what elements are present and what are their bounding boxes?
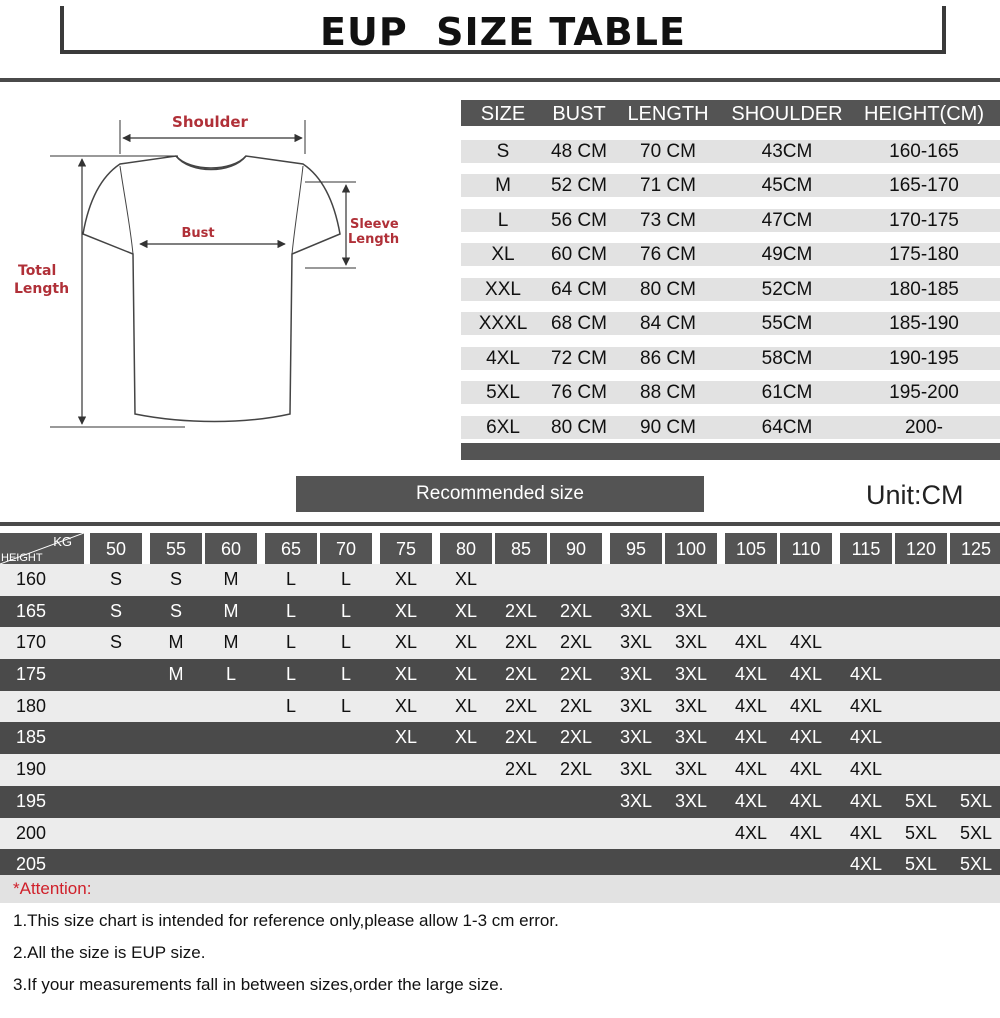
total-length-label-line1: Total [18,263,57,279]
size-table-row [461,376,1000,411]
size-cell: 4XL [789,727,823,748]
cell-size: L [497,209,509,231]
size-table-row [461,342,1000,377]
size-cell: 5XL [904,790,938,811]
size-table-row [461,411,1000,446]
cell-size: 6XL [486,416,520,438]
cell-bust: 64 CM [551,278,607,300]
cell-shoulder: 64CM [761,416,813,438]
size-cell: L [285,600,297,621]
grid-row [0,818,1000,850]
header-size: SIZE [480,103,526,125]
weight-header-cell: 60 [205,533,257,564]
height-cell: 165 [16,600,47,621]
weight-header-cell: 110 [780,533,832,564]
size-cell: XL [394,664,418,685]
sleeve-label-line2: Length [348,232,400,247]
size-cell: 4XL [849,822,883,843]
size-cell: 5XL [959,822,993,843]
size-cell: 3XL [619,632,653,653]
corner-kg-label: KG [53,534,72,549]
cell-height: 170-175 [889,209,959,231]
weight-header-cell: 75 [380,533,432,564]
header-bust: BUST [552,103,606,125]
recommended-size-banner: Recommended size [296,476,704,512]
attention-label: *Attention: [13,879,92,898]
size-cell: 4XL [789,664,823,685]
size-cell: XL [394,600,418,621]
grid-row [0,754,1000,786]
size-cell: 3XL [619,600,653,621]
cell-height: 190-195 [889,347,959,369]
title-frame [60,6,946,54]
size-cell: 4XL [849,695,883,716]
size-cell: 4XL [734,695,768,716]
size-cell: 3XL [619,695,653,716]
weight-header-cell: 85 [495,533,547,564]
size-cell: M [223,632,239,653]
size-cell: L [340,632,352,653]
size-cell: L [285,569,297,589]
cell-length: 76 CM [640,244,696,265]
size-cell: 2XL [559,695,593,716]
cell-size: XXXL [478,313,528,334]
size-cell: XL [454,569,478,589]
weight-header-cell: 90 [550,533,602,564]
tshirt-outline [83,156,340,422]
weight-header-cell: 80 [440,533,492,564]
weight-header-cell: 115 [840,533,892,564]
cell-size: XXL [485,278,521,300]
size-cell: L [285,664,297,685]
size-cell: 3XL [674,727,708,748]
height-cell: 200 [16,822,47,843]
size-cell: XL [454,632,478,653]
cell-bust: 72 CM [551,347,607,369]
size-cell: 3XL [674,632,708,653]
grid-divider [0,522,1000,526]
size-cell: S [109,632,123,653]
cell-length: 86 CM [640,347,696,369]
size-cell: L [340,600,352,621]
height-cell: 185 [16,727,47,748]
grid-row [0,627,1000,659]
cell-length: 80 CM [640,278,696,300]
weight-header-cell: 105 [725,533,777,564]
cell-size: M [495,175,511,196]
size-cell: M [223,600,239,621]
size-cell: 4XL [849,727,883,748]
cell-height: 180-185 [889,278,959,300]
size-cell: 4XL [734,822,768,843]
cell-length: 84 CM [640,313,696,334]
size-cell: 4XL [789,695,823,716]
size-table-row [461,307,1000,342]
cell-bust: 80 CM [551,416,607,438]
cell-shoulder: 61CM [761,382,813,403]
size-cell: 5XL [904,854,938,875]
cell-bust: 60 CM [551,244,607,265]
size-cell: 5XL [959,854,993,875]
corner-height-label: HEIGHT [1,552,43,564]
size-cell: XL [454,600,478,621]
height-cell: 190 [16,759,47,780]
size-cell: 2XL [504,727,538,748]
height-cell: 195 [16,790,47,811]
size-cell: 5XL [904,822,938,843]
size-cell: XL [394,695,418,716]
total-length-label-line2: Length [14,281,70,297]
cell-bust: 56 CM [551,209,607,231]
weight-header-cell: 65 [265,533,317,564]
size-cell: 3XL [619,727,653,748]
size-cell: 3XL [619,759,653,780]
size-cell: 4XL [734,664,768,685]
sleeve-label-line1: Sleeve [350,217,399,232]
size-cell: L [340,569,352,589]
cell-length: 88 CM [640,382,696,403]
size-cell: 4XL [849,790,883,811]
height-cell: 170 [16,632,47,653]
weight-header-cell: 125 [950,533,1000,564]
size-table-row [461,273,1000,308]
size-cell: XL [394,727,418,748]
cell-height: 175-180 [889,244,959,265]
size-cell: L [285,632,297,653]
grid-header-row [0,531,1000,564]
size-cell: 4XL [849,854,883,875]
size-cell: XL [454,695,478,716]
header-height: HEIGHT(CM) [864,103,984,125]
cell-shoulder: 58CM [761,347,813,369]
size-cell: XL [454,664,478,685]
grid-row [0,564,1000,596]
cell-length: 71 CM [640,175,696,196]
size-cell: M [223,569,239,589]
size-cell: M [168,632,184,653]
size-cell: 2XL [504,664,538,685]
header-length: LENGTH [627,103,709,125]
size-cell: 2XL [504,632,538,653]
grid-row [0,691,1000,723]
cell-shoulder: 43CM [761,140,813,162]
size-cell: 4XL [734,632,768,653]
weight-header-cell: 50 [90,533,142,564]
size-cell: 4XL [734,759,768,780]
cell-shoulder: 45CM [761,175,813,196]
size-cell: 2XL [504,695,538,716]
height-cell: 180 [16,695,47,716]
cell-height: 185-190 [889,313,959,334]
size-cell: L [285,695,297,716]
cell-shoulder: 49CM [761,244,813,265]
cell-size: 4XL [486,347,520,369]
size-cell: S [109,569,123,589]
grid-row [0,659,1000,691]
size-cell: 3XL [619,790,653,811]
size-cell: XL [394,632,418,653]
grid-row [0,722,1000,754]
note-1: 1.This size chart is intended for reference only,please allow 1-3 cm error. [13,911,559,930]
size-cell: M [168,664,184,685]
attention-band [0,875,1000,903]
size-cell: XL [454,727,478,748]
weight-header-cell: 95 [610,533,662,564]
note-3: 3.If your measurements fall in between sizes,order the large size. [13,975,504,994]
page-title: EUP SIZE TABLE [320,10,686,54]
recommended-size-grid [0,531,1000,881]
size-table-row [461,135,1000,170]
cell-height: 200- [904,416,944,438]
size-cell: L [340,695,352,716]
size-cell: 3XL [674,695,708,716]
cell-height: 160-165 [889,140,959,162]
grid-corner-cell [0,533,84,564]
weight-header-cell: 70 [320,533,372,564]
cell-size: XL [491,244,515,265]
size-cell: 4XL [789,759,823,780]
cell-shoulder: 47CM [761,209,813,231]
size-cell: L [340,664,352,685]
size-cell: 4XL [789,790,823,811]
cell-bust: 48 CM [551,140,607,162]
shoulder-label: Shoulder [172,113,248,131]
cell-height: 195-200 [889,382,959,403]
size-cell: S [169,569,183,589]
size-cell: 2XL [559,600,593,621]
weight-header-cell: 120 [895,533,947,564]
weight-header-cell: 55 [150,533,202,564]
cell-height: 165-170 [889,175,959,196]
cell-length: 70 CM [640,140,696,162]
size-cell: 4XL [849,664,883,685]
height-cell: 175 [16,664,47,685]
weight-header-cell: 100 [665,533,717,564]
cell-length: 90 CM [640,416,696,438]
size-cell: XL [394,569,418,589]
size-table-footer-band [461,443,1000,460]
size-table-row [461,238,1000,273]
size-cell: 2XL [559,727,593,748]
size-cell: 3XL [674,790,708,811]
size-cell: 4XL [849,759,883,780]
grid-row [0,786,1000,818]
size-cell: L [225,664,237,685]
size-cell: 4XL [734,727,768,748]
grid-row [0,596,1000,628]
size-cell: 4XL [789,822,823,843]
size-table-row [461,204,1000,239]
cell-bust: 68 CM [551,313,607,334]
cell-shoulder: 52CM [761,278,813,300]
height-cell: 160 [16,569,47,589]
header-divider [0,78,1000,82]
cell-size: S [496,140,510,162]
size-cell: 3XL [674,759,708,780]
size-cell: 2XL [559,664,593,685]
cell-bust: 76 CM [551,382,607,403]
unit-label: Unit:CM [866,480,964,510]
size-cell: 2XL [559,759,593,780]
size-table-row [461,169,1000,204]
note-2: 2.All the size is EUP size. [13,943,206,962]
cell-length: 73 CM [640,209,696,231]
tshirt-measurement-diagram [0,94,440,444]
size-table [461,100,1000,445]
size-cell: 3XL [674,600,708,621]
size-table-header [461,100,1000,135]
cell-bust: 52 CM [551,175,607,196]
height-cell: 205 [16,854,47,875]
size-cell: 2XL [504,759,538,780]
size-cell: 2XL [559,632,593,653]
header-shoulder: SHOULDER [731,103,843,125]
size-cell: 4XL [734,790,768,811]
cell-shoulder: 55CM [761,313,813,334]
size-cell: 5XL [959,790,993,811]
size-cell: S [109,600,123,621]
size-cell: 3XL [674,664,708,685]
size-cell: S [169,600,183,621]
size-cell: 2XL [504,600,538,621]
size-cell: 4XL [789,632,823,653]
bust-label: Bust [181,226,215,241]
cell-size: 5XL [486,382,520,403]
size-cell: 3XL [619,664,653,685]
